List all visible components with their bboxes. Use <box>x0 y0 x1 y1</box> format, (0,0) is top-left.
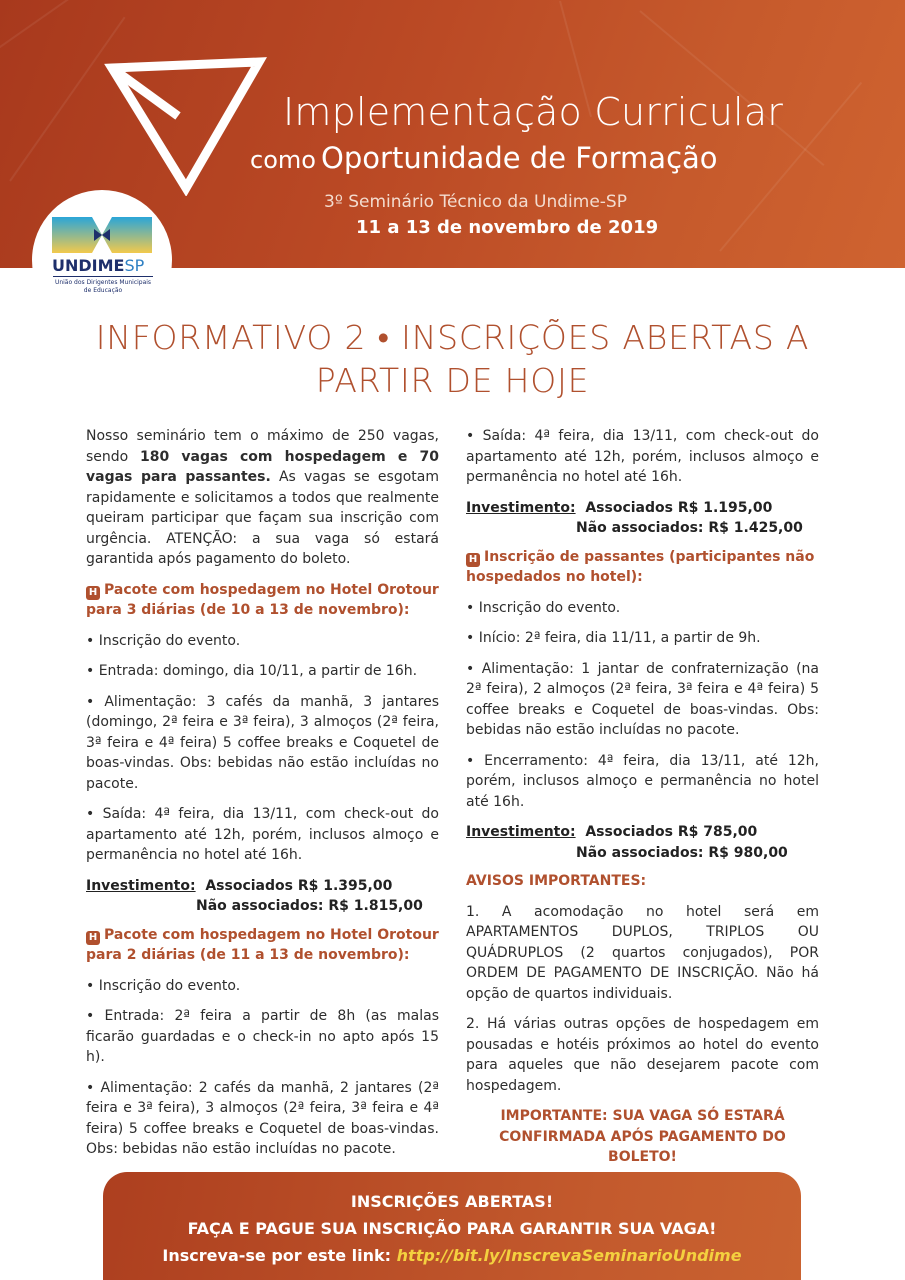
list-item: 1. A acomodação no hotel será em APARTAMENTOS DUPLOS, TRIPLOS OU QUÁDRUPLOS (2 quartos conjugados), POR ORDEM DE PAGAMENTO DE INSCRIÇÃO. Não há opção de quartos individuais. <box>466 903 819 1002</box>
important-notice <box>466 1106 819 1168</box>
logo-word-undime: UNDIME <box>52 256 125 275</box>
list-item: • Alimentação: 3 cafés da manhã, 3 jantares (domingo, 2ª feira e 3ª feira), 3 almoços (2ª feira, 3ª feira e 4ª feira) 5 coffee breaks e Coquetel de boas-vindas. Obs: bebidas não estão incluídas no pacote. <box>86 693 439 792</box>
package3-title-text: Pacote com hospedagem no Hotel Orotour para 3 diárias (de 10 a 13 de novembro): <box>86 581 439 618</box>
passantes-title-text: Inscrição de passantes (participantes não hospedados no hotel): <box>466 548 815 585</box>
package2-investment <box>466 498 819 539</box>
intro-paragraph <box>86 426 439 570</box>
intro-text-1: Nosso seminário tem o máximo de 250 vagas, sendo <box>86 428 439 465</box>
paper-plane-icon <box>104 56 269 196</box>
header-subtitle: 3º Seminário Técnico da Undime-SP <box>324 192 627 212</box>
list-item: • Alimentação: 1 jantar de confraternização (na 2ª feira), 2 almoços (2ª feira, 3ª feira e 4ª feira) 5 coffee breaks e Coquetel de boas-vindas. Obs: bebidas não estão incluídas no pacote. <box>466 660 819 738</box>
investment-associados: Associados R$ 785,00 <box>585 824 758 840</box>
list-item: • Encerramento: 4ª feira, dia 13/11, até 12h, porém, inclusos almoço e permanência no hotel até 16h. <box>466 752 819 810</box>
investment-label: Investimento: <box>466 824 576 840</box>
hotel-icon: H <box>466 553 480 567</box>
investment-label: Investimento: <box>86 877 196 894</box>
hotel-icon: H <box>86 931 100 945</box>
header-title-oportunidade: Oportunidade de Formação <box>321 141 718 175</box>
investment-label: Investimento: <box>466 499 576 516</box>
package2-title <box>86 925 439 966</box>
list-item: 2. Há várias outras opções de hospedagem em pousadas e hotéis próximos ao hotel do evento para aqueles que não desejarem pacote com hospedagem. <box>466 1016 819 1094</box>
footer-banner <box>103 1172 801 1280</box>
list-item: • Saída: 4ª feira, dia 13/11, com check-out do apartamento até 12h, porém, inclusos almoço e permanência no hotel até 16h. <box>86 806 439 863</box>
list-item: • Entrada: 2ª feira a partir de 8h (as malas ficarão guardadas e o check-in no apto após 15 h). <box>86 1008 439 1065</box>
logo-caption: União dos Dirigentes Municipais de Educação <box>54 279 152 294</box>
footer-line2: FAÇA E PAGUE SUA INSCRIÇÃO PARA GARANTIR SUA VAGA! <box>187 1219 717 1238</box>
avisos-title: AVISOS IMPORTANTES: <box>466 873 647 889</box>
list-item: • Alimentação: 2 cafés da manhã, 2 jantares (2ª feira e 3ª feira), 3 almoços (2ª feira, 3ª feira e 4ª feira) 5 coffee breaks e Coquetel de boas-vindas. Obs: bebidas não estão incluídas no pacote. <box>86 1079 439 1157</box>
passantes-title <box>466 547 819 588</box>
investment-nao-associados: Não associados: R$ 1.425,00 <box>576 520 803 536</box>
header-title-como: como <box>250 146 316 174</box>
registration-link[interactable]: http://bit.ly/InscrevaSeminarioUndime <box>396 1246 742 1265</box>
left-column <box>86 426 439 1170</box>
list-item: • Inscrição do evento. <box>466 599 621 616</box>
decor-line <box>0 0 194 62</box>
package3-title <box>86 580 439 621</box>
list-item: • Entrada: domingo, dia 10/11, a partir de 16h. <box>86 663 418 679</box>
passantes-investment <box>466 822 819 863</box>
footer-line1: INSCRIÇÕES ABERTAS! <box>350 1192 554 1211</box>
list-item: • Início: 2ª feira, dia 11/11, a partir de 9h. <box>466 630 761 646</box>
investment-associados: Associados R$ 1.195,00 <box>585 499 773 516</box>
list-item: • Inscrição do evento. <box>86 632 241 649</box>
package3-investment <box>86 876 439 917</box>
investment-nao-associados: Não associados: R$ 1.815,00 <box>196 898 423 914</box>
header-date: 11 a 13 de novembro de 2019 <box>356 217 659 238</box>
package2-title-text: Pacote com hospedagem no Hotel Orotour para 2 diárias (de 11 a 13 de novembro): <box>86 926 439 963</box>
header-title-line2 <box>250 141 718 175</box>
undime-logo-icon <box>52 215 152 255</box>
intro-text-bold: 180 vagas com hospedagem e 70 vagas para passantes. <box>86 448 439 485</box>
list-item: • Saída: 4ª feira, dia 13/11, com check-out do apartamento até 12h, porém, inclusos almoço e permanência no hotel até 16h. <box>466 428 819 485</box>
important-line1: IMPORTANTE: SUA VAGA SÓ ESTARÁ <box>500 1108 785 1124</box>
investment-associados: Associados R$ 1.395,00 <box>205 877 393 894</box>
logo-divider <box>53 276 153 277</box>
logo-word-sp: SP <box>124 256 145 275</box>
logo-wordmark <box>52 256 144 275</box>
important-line2: CONFIRMADA APÓS PAGAMENTO DO BOLETO! <box>499 1128 786 1165</box>
right-column <box>466 426 819 1168</box>
intro-text-2: As vagas se esgotam rapidamente e solicitamos a todos que realmente queiram participar que façam sua inscrição com urgência. ATENÇÃO: a sua vaga só estará garantida após pagamento do boleto. <box>86 469 439 567</box>
footer-line3 <box>103 1242 801 1269</box>
header-title-line1: Implementação Curricular <box>283 90 784 134</box>
page-title: INFORMATIVO 2 • INSCRIÇÕES ABERTAS A PARTIR DE HOJE <box>95 318 810 400</box>
footer-link-prefix: Inscreva-se por este link: <box>162 1246 397 1265</box>
list-item: • Inscrição do evento. <box>86 977 241 994</box>
investment-nao-associados: Não associados: R$ 980,00 <box>576 844 788 861</box>
hotel-icon: H <box>86 586 100 600</box>
